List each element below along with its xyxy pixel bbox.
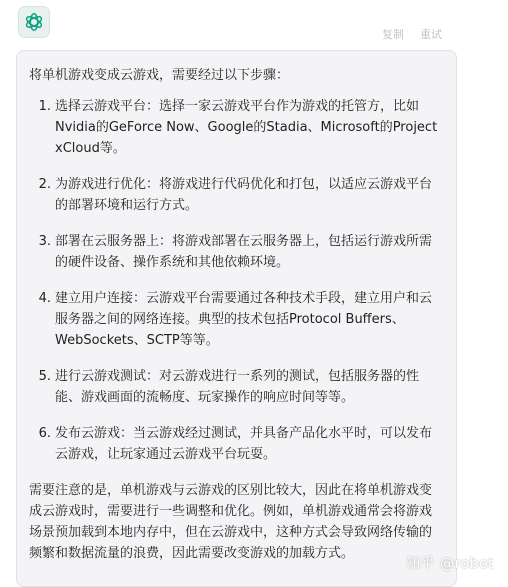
zhihu-watermark: 知乎 @robot bbox=[406, 556, 494, 572]
list-item-text: 部署在云服务器上：将游戏部署在云服务器上，包括运行游戏所需的硬件设备、操作系统和其他依赖环境。 bbox=[55, 234, 433, 270]
assistant-message-bubble bbox=[16, 50, 457, 587]
list-item-text: 建立用户连接：云游戏平台需要通过各种技术手段，建立用户和云服务器之间的网络连接。典型的技术包括Protocol Buffers、WebSockets、SCTP等等。 bbox=[55, 291, 433, 348]
steps-list bbox=[29, 96, 444, 465]
list-item-number: 1. bbox=[38, 99, 51, 114]
openai-logo-icon bbox=[23, 11, 45, 33]
message-conclusion: 需要注意的是，单机游戏与云游戏的区别比较大，因此在将单机游戏变成云游戏时，需要进行一些调整和优化。例如，单机游戏通常会将游戏场景预加载到本地内存中，但在云游戏中，这种方式会导致网络传输的频繁和数据流量的浪费，因此需要改变游戏的加载方式。 bbox=[29, 483, 433, 561]
assistant-avatar bbox=[18, 6, 50, 38]
message-actions bbox=[382, 26, 442, 42]
list-item bbox=[29, 231, 444, 273]
list-item-number: 5. bbox=[38, 369, 51, 384]
retry-button[interactable]: 重试 bbox=[420, 28, 442, 41]
list-item-text: 发布云游戏：当云游戏经过测试，并具备产品化水平时，可以发布云游戏，让玩家通过云游戏平台玩耍。 bbox=[55, 426, 433, 462]
list-item-number: 3. bbox=[38, 234, 51, 249]
list-item-number: 4. bbox=[38, 291, 51, 306]
list-item bbox=[29, 174, 444, 216]
list-item-number: 2. bbox=[38, 177, 51, 192]
list-item bbox=[29, 423, 444, 465]
list-item-number: 6. bbox=[38, 426, 51, 441]
message-intro: 将单机游戏变成云游戏，需要经过以下步骤： bbox=[29, 68, 290, 83]
list-item-text: 进行云游戏测试：对云游戏进行一系列的测试，包括服务器的性能、游戏画面的流畅度、玩家操作的响应时间等等。 bbox=[55, 369, 420, 405]
list-item-text: 为游戏进行优化：将游戏进行代码优化和打包，以适应云游戏平台的部署环境和运行方式。 bbox=[55, 177, 433, 213]
list-item bbox=[29, 366, 444, 408]
copy-button[interactable]: 复制 bbox=[382, 28, 404, 41]
list-item bbox=[29, 288, 444, 351]
list-item-text: 选择云游戏平台：选择一家云游戏平台作为游戏的托管方，比如Nvidia的GeForce Now、Google的Stadia、Microsoft的Project xCloud等。 bbox=[55, 99, 438, 156]
list-item bbox=[29, 96, 444, 159]
